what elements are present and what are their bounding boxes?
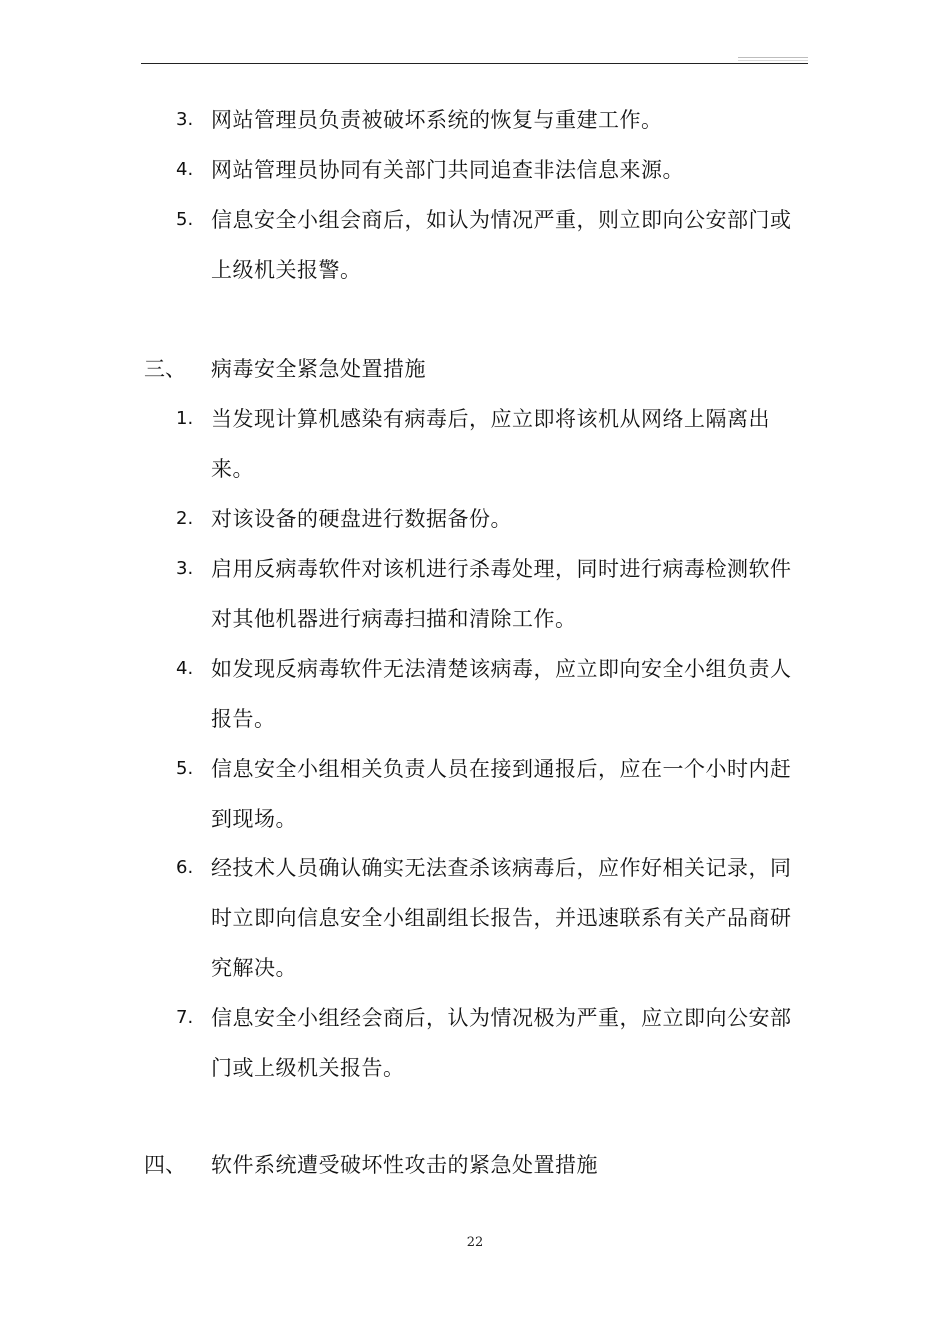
list-item xyxy=(0,993,950,1093)
list-item-text: 经技术人员确认确实无法查杀该病毒后，应作好相关记录，同 xyxy=(211,856,792,880)
list-item-number: 4. xyxy=(176,658,194,679)
list-item-text-continuation: 上级机关报警。 xyxy=(211,258,362,282)
list-item-text: 当发现计算机感染有病毒后，应立即将该机从网络上隔离出 xyxy=(211,407,770,431)
section-number: 四、 xyxy=(144,1153,186,1177)
list-item-text: 如发现反病毒软件无法清楚该病毒，应立即向安全小组负责人 xyxy=(211,657,792,681)
list-item-text-continuation: 报告。 xyxy=(211,707,276,731)
list-item-number: 5. xyxy=(176,209,194,230)
list-item-number: 3. xyxy=(176,109,194,130)
header-rule xyxy=(141,63,808,64)
list-item-number: 2. xyxy=(176,508,194,529)
section-number: 三、 xyxy=(144,357,186,381)
list-item-number: 1. xyxy=(176,408,194,429)
list-item-number: 3. xyxy=(176,558,194,579)
section-heading xyxy=(0,344,950,394)
list-item-number: 6. xyxy=(176,857,194,878)
list-item xyxy=(0,843,950,993)
list-item-text-continuation: 究解决。 xyxy=(211,956,297,980)
list-item-text: 对该设备的硬盘进行数据备份。 xyxy=(211,507,512,531)
list-item xyxy=(0,145,950,195)
list-item-text-continuation: 门或上级机关报告。 xyxy=(211,1056,405,1080)
page-number: 22 xyxy=(466,1235,484,1250)
list-item-text: 启用反病毒软件对该机进行杀毒处理，同时进行病毒检测软件 xyxy=(211,557,792,581)
list-item-number: 5. xyxy=(176,758,194,779)
list-item-text: 网站管理员负责被破坏系统的恢复与重建工作。 xyxy=(211,108,663,132)
list-item xyxy=(0,644,950,744)
list-item xyxy=(0,494,950,544)
list-item-text-continuation: 来。 xyxy=(211,457,254,481)
list-item xyxy=(0,744,950,844)
list-item-text-continuation: 对其他机器进行病毒扫描和清除工作。 xyxy=(211,607,577,631)
list-item xyxy=(0,95,950,145)
section-title: 病毒安全紧急处置措施 xyxy=(211,357,426,381)
list-item-text: 网站管理员协同有关部门共同追查非法信息来源。 xyxy=(211,158,684,182)
list-item-text: 信息安全小组经会商后，认为情况极为严重，应立即向公安部 xyxy=(211,1006,792,1030)
header-mark-secondary xyxy=(738,60,808,61)
section-heading xyxy=(0,1140,950,1190)
list-item-text: 信息安全小组会商后，如认为情况严重，则立即向公安部门或 xyxy=(211,208,792,232)
list-item-text: 信息安全小组相关负责人员在接到通报后，应在一个小时内赶 xyxy=(211,757,792,781)
list-item xyxy=(0,394,950,494)
list-item-number: 4. xyxy=(176,159,194,180)
list-item-number: 7. xyxy=(176,1007,194,1028)
list-item-text-continuation: 时立即向信息安全小组副组长报告，并迅速联系有关产品商研 xyxy=(211,906,792,930)
list-item-text-continuation: 到现场。 xyxy=(211,807,297,831)
list-item xyxy=(0,544,950,644)
section-title: 软件系统遭受破坏性攻击的紧急处置措施 xyxy=(211,1153,598,1177)
list-item xyxy=(0,195,950,295)
header-mark xyxy=(738,57,808,58)
